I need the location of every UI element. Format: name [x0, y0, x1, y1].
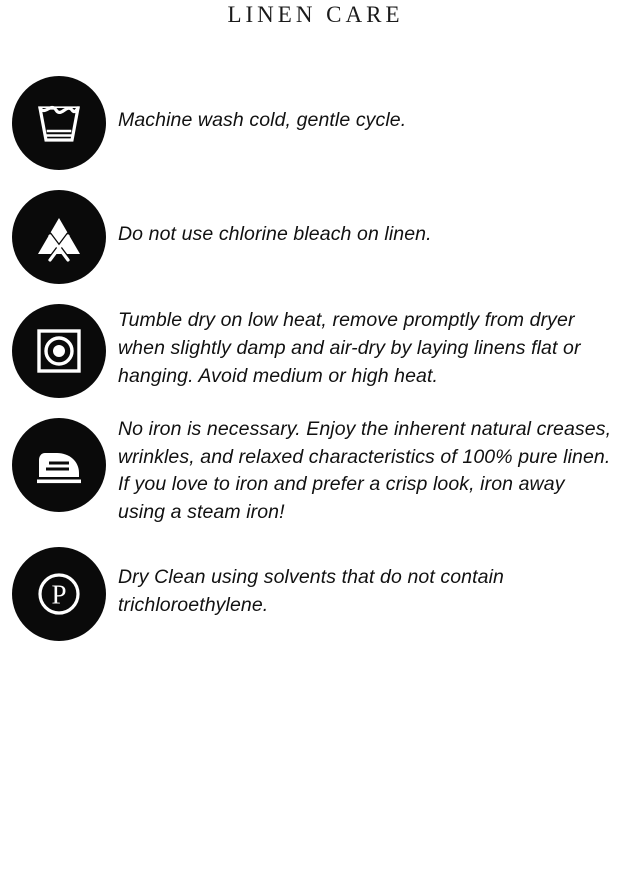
- care-instruction-text: Dry Clean using solvents that do not contain trichloroethylene.: [118, 566, 504, 616]
- care-instructions-list: [0, 74, 631, 641]
- do-not-bleach-icon: [12, 190, 106, 284]
- text-cell: [118, 188, 631, 282]
- icon-cell: [0, 416, 118, 512]
- text-cell: [118, 74, 631, 168]
- svg-text:P: P: [51, 579, 67, 610]
- icon-cell: [0, 188, 118, 284]
- care-instruction-text: Machine wash cold, gentle cycle.: [118, 109, 407, 132]
- iron-icon: [12, 418, 106, 512]
- dry-clean-p-icon: [12, 547, 106, 641]
- text-cell: [118, 545, 631, 639]
- icon-cell: [0, 545, 118, 641]
- icon-cell: [0, 74, 118, 170]
- care-instruction-text: Do not use chlorine bleach on linen.: [118, 223, 432, 246]
- text-cell: [118, 416, 631, 527]
- list-item: [0, 74, 631, 170]
- list-item: [0, 188, 631, 284]
- icon-cell: [0, 302, 118, 398]
- care-instruction-text: Tumble dry on low heat, remove promptly from dryer when slightly damp and air-dry by laying linens flat or hanging. Avoid medium or high heat.: [118, 309, 581, 387]
- tumble-dry-low-icon: [12, 304, 106, 398]
- list-item: [0, 545, 631, 641]
- text-cell: [118, 302, 631, 396]
- page-title: LINEN CARE: [227, 2, 404, 27]
- machine-wash-cold-icon: [12, 76, 106, 170]
- care-instruction-text: No iron is necessary. Enjoy the inherent natural creases, wrinkles, and relaxed characteristics of 100% pure linen. If you love to iron and prefer a crisp look, iron away using a steam iron!: [118, 418, 612, 524]
- list-item: [0, 302, 631, 398]
- list-item: [0, 416, 631, 527]
